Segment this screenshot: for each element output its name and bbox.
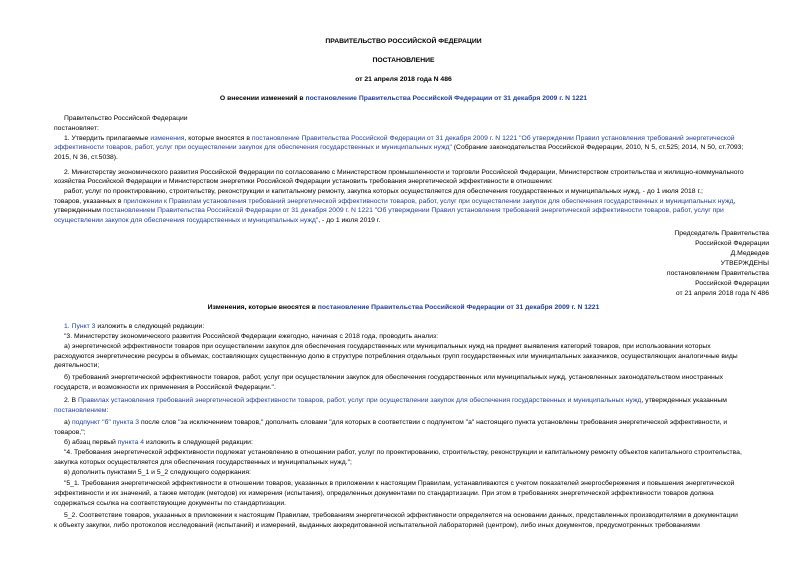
clause-4-link[interactable]: пункта 4	[117, 439, 145, 446]
p2-resolution-link-cont[interactable]: осуществлении закупок для обеспечения государственных и муниципальных нужд"	[54, 217, 319, 224]
change-line2: "3. Министерству экономического развития Российской Федерации ежегодно, начиная с 2018 года, проводить анализ:	[64, 333, 439, 340]
preamble-line2: постановляет:	[54, 125, 99, 132]
change-2a-text: после слов "за исключением товаров," дополнить словами "для которых в соответствии с подпунктом "а" настоящего пункта установлены требования энергетической эффективности, и	[139, 419, 728, 426]
p1-text-c: , которые вносятся в	[184, 135, 252, 142]
clause-3-link[interactable]: 1. Пункт 3	[64, 323, 96, 330]
p2-text-c: ,	[733, 198, 736, 205]
signature-country: Российской Федерации	[695, 240, 769, 247]
change-line17: эффективности и их значений, а также методик (методов) их измерения (испытания), определенных документами по стандартизации. При этом в требованиях энергетической эффективности товаров должна	[54, 490, 714, 497]
change-line4: расходуются энергетические ресурсы в объемах, составляющих существенную долю в структуре потребления отдельных групп государственных или муниципальных заказчиков, осуществляющих аналогичные виды	[54, 353, 738, 360]
signature-position: Председатель Правительства	[674, 230, 769, 237]
header-government: ПРАВИТЕЛЬСТВО РОССИЙСКОЙ ФЕДЕРАЦИИ	[325, 38, 482, 45]
change-line14: закупка которых осуществляется для обеспечения государственных и муниципальных нужд.";	[54, 459, 352, 466]
change-line15: в) дополнить пунктами 5_1 и 5_2 следующего содержания:	[64, 469, 251, 476]
p1-text-e: (Собрание законодательства Российской Федерации, 2010, N 5, ст.525; 2014, N 50, ст.7093;	[451, 144, 744, 151]
change-line13: "4. Требования энергетической эффективности подлежат установлению в отношении работ, услуг по проектированию, строительству, реконструкции и капитальному ремонту объектов капитального строительства,	[64, 449, 742, 456]
change-line5: деятельности;	[54, 362, 100, 369]
approved-label: УТВЕРЖДЕНЫ	[720, 260, 769, 267]
change-1-text: изложить в следующей редакции:	[95, 323, 205, 330]
change-line9	[54, 406, 108, 415]
p2-line6	[54, 216, 380, 225]
p1-text-a: 1. Утвердить прилагаемые	[64, 135, 151, 142]
change-line19: 5_2. Соответствие товаров, указанных в приложении к настоящим Правилам, требованиям энергетической эффективности определяется на основании данных, представленных производителями в документации	[64, 512, 738, 519]
subclause-b-link[interactable]: подпункт "б" пункта 3	[71, 419, 140, 426]
change-2-suffix: , утвержденных указанным	[641, 397, 727, 404]
p2-resolution-link[interactable]: постановлением Правительства Российской Федерации от 31 декабря 2009 г. N 1221 "Об утверждении Правил установления требований энергетической эффективности товаров, работ, услуг при	[102, 207, 724, 214]
change-line3: а) энергетической эффективности товаров при осуществлении закупок для обеспечения государственных или муниципальных нужд на предмет выявления категорий товаров, при использовании которых	[64, 343, 711, 350]
change-2a-prefix: а)	[64, 419, 72, 426]
change-line7: государств, и возможности их применения в Российской Федерации.".	[54, 384, 276, 391]
title-prefix: О внесении изменений в	[219, 95, 306, 102]
p2-line5	[54, 206, 724, 215]
p2-text-f: , - до 1 июля 2019 г.	[318, 217, 381, 224]
change-2a	[64, 418, 727, 427]
change-2b-prefix: б) абзац первый	[64, 439, 118, 446]
p2-line2: хозяйства Российской Федерации и Министерством энергетики Российской Федерации установить требования энергетической эффективности в отношении:	[54, 178, 553, 185]
p2-line4	[54, 197, 735, 206]
header-date: от 21 апреля 2018 года N 486	[355, 76, 452, 83]
p2-appendix-link[interactable]: приложении к Правилам установления требований энергетической эффективности товаров, работ, услуг при осуществлении закупок для обеспечения государственных и муниципальных нужд	[123, 198, 734, 205]
change-line18: содержаться ссылка на соответствующие документы по стандартизации.	[54, 500, 287, 507]
rules-link[interactable]: Правилах установления требований энергетической эффективности товаров, работ, услуг при осуществлении закупок для обеспечения государственных и муниципальных нужд	[77, 397, 642, 404]
document-title	[0, 94, 807, 103]
title-link[interactable]: постановление Правительства Российской Федерации от 31 декабря 2009 г. N 1221	[305, 95, 588, 102]
change-2b	[64, 438, 253, 447]
signature-name: Д.Медведев	[730, 250, 769, 257]
p1-resolution-link[interactable]: постановление Правительства Российской Федерации от 31 декабря 2009 г. N 1221 "Об утверждении Правил установления требований энергетической	[251, 135, 735, 142]
approved-date: от 21 апреля 2018 года N 486	[675, 290, 769, 297]
p2-line1: 2. Министерству экономического развития Российской Федерации по согласованию с Министерством промышленности и торговли Российской Федерации, Министерством строительства и жилищно-коммунального	[64, 169, 744, 176]
resolution-link[interactable]: постановлением	[54, 407, 107, 414]
change-line9-colon: :	[106, 407, 109, 414]
change-line20: к объекту закупки, либо протоколов исследований (испытаний) и измерений, выданных аккредитованной испытательной лабораторией (центром), либо иных документов, предусмотренных требованиями	[54, 522, 700, 529]
change-2-prefix: 2. В	[64, 397, 78, 404]
approved-country: Российской Федерации	[695, 280, 769, 287]
p2-text-d: утвержденным	[54, 207, 103, 214]
p1-line1	[64, 134, 735, 143]
p2-line3: работ, услуг по проектированию, строительству, реконструкции и капитальному ремонту, закупка которых осуществляется для обеспечения государственных и муниципальных нужд, - до 1 июля 2018 г.;	[64, 188, 703, 195]
change-line6: б) требований энергетической эффективности товаров, работ, услуг при осуществлении закупок для обеспечения государственных или муниципальных нужд, установленных законодательством иностранных	[64, 374, 724, 381]
approved-by: постановлением Правительства	[666, 270, 769, 277]
p2-text-a: товаров, указанных в	[54, 198, 124, 205]
change-2	[64, 396, 727, 405]
preamble-line1: Правительство Российской Федерации	[64, 115, 188, 122]
change-line11: товаров,";	[54, 429, 86, 436]
change-line16: "5_1. Требования энергетической эффективности в отношении товаров, указанных в приложении к настоящим Правилам, устанавливаются с учетом показателей энергосбережения и повышения энергетической	[64, 480, 735, 487]
header-resolution: ПОСТАНОВЛЕНИЕ	[372, 57, 435, 64]
changes-title	[0, 303, 807, 312]
p1-line2	[54, 143, 743, 152]
p1-changes-link[interactable]: изменения	[150, 135, 185, 142]
p1-line3: 2015, N 36, ст.5038).	[54, 154, 118, 161]
p1-resolution-link-cont[interactable]: эффективности товаров, работ, услуг при осуществлении закупок для обеспечения государственных и муниципальных нужд"	[54, 144, 452, 151]
change-2b-text: изложить в следующей редакции:	[144, 439, 253, 446]
change-1	[64, 322, 204, 331]
changes-title-prefix: Изменения, которые вносятся в	[207, 304, 318, 311]
changes-title-link[interactable]: постановление Правительства Российской Федерации от 31 декабря 2009 г. N 1221	[317, 304, 600, 311]
